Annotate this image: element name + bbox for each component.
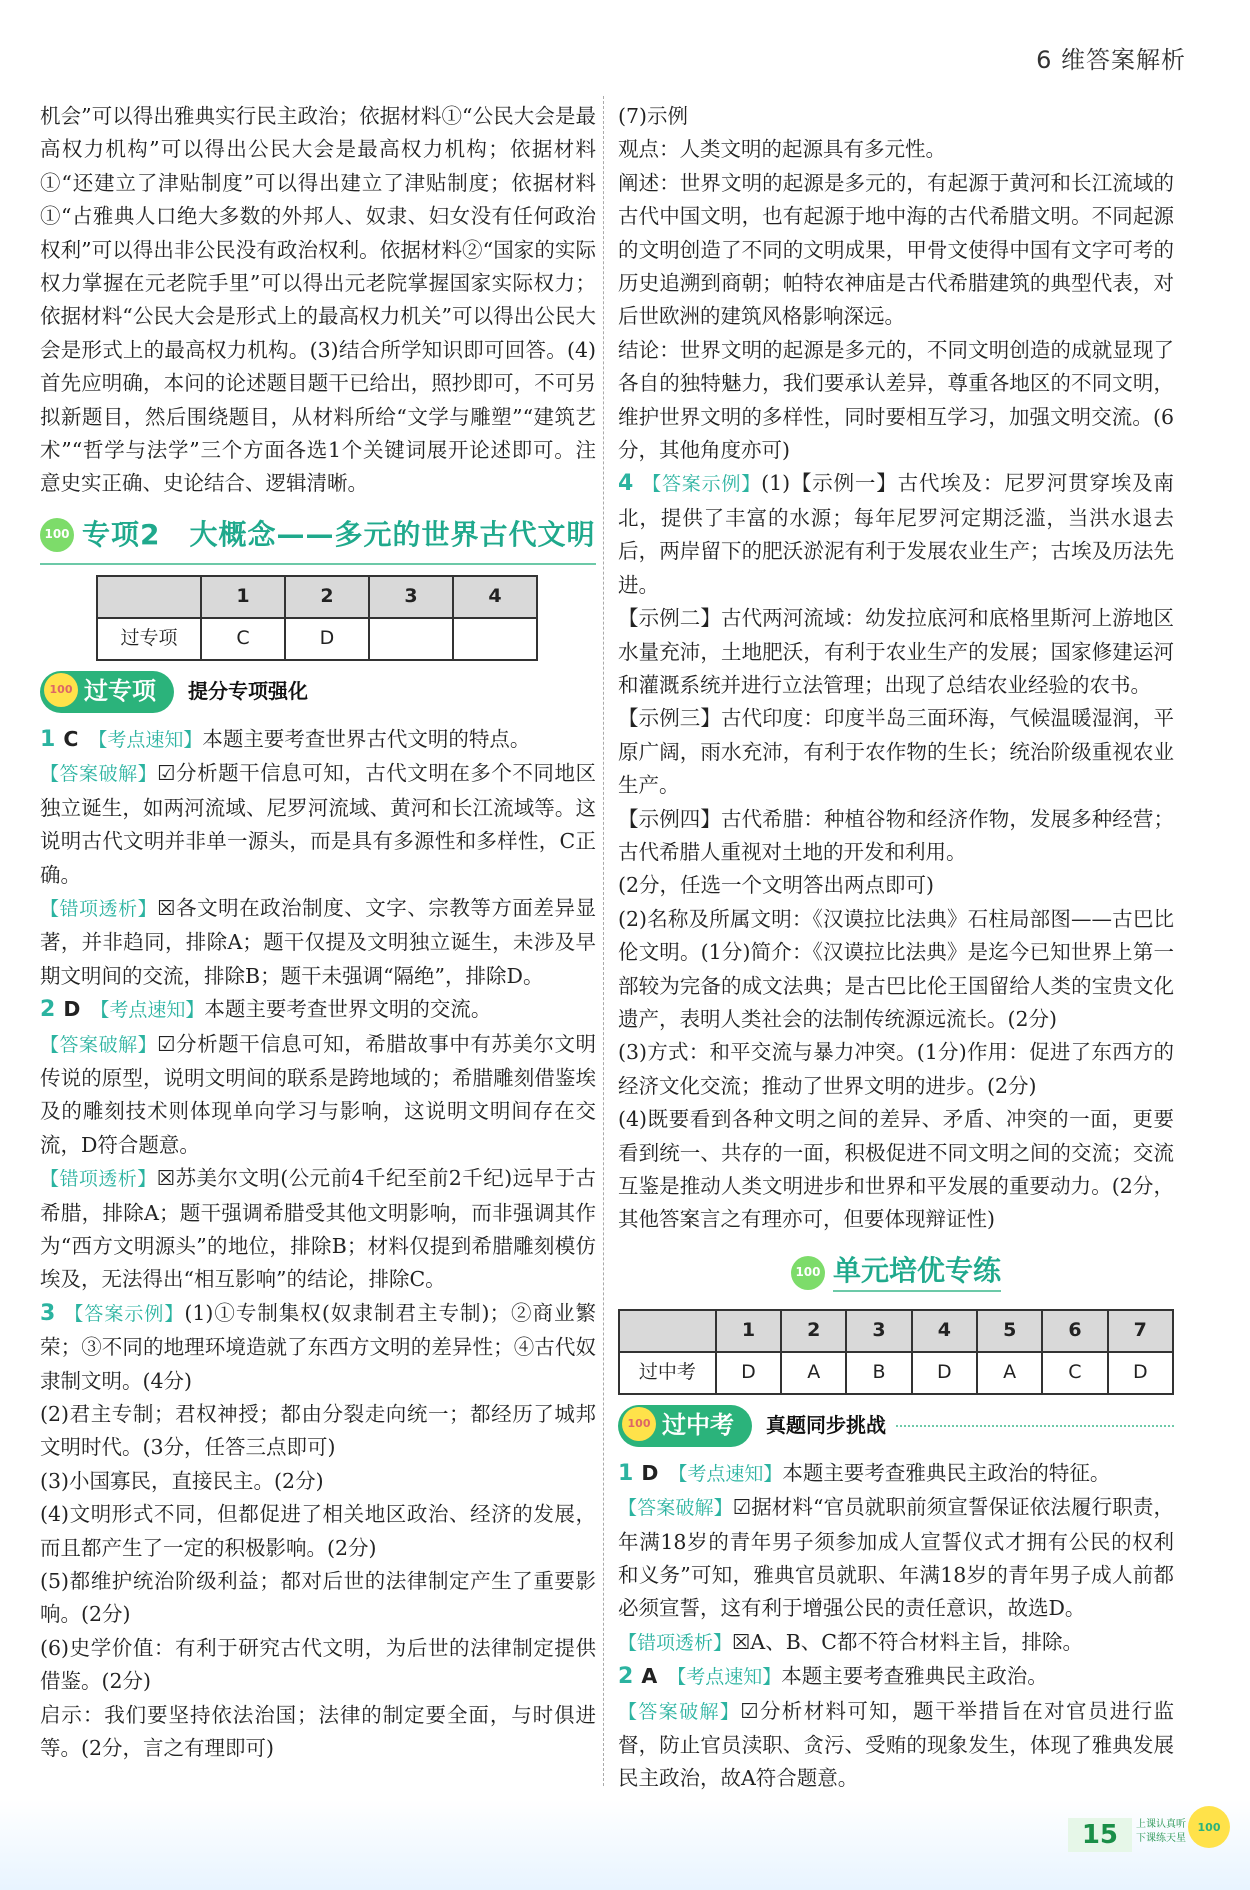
answer-table-1 (96, 575, 538, 661)
question-answer: D (641, 1460, 659, 1485)
analysis-text: ☒各文明在政治制度、文字、宗教等方面差异显著，并非趋同，排除A；题干仅提及文明独立诞生，未涉及早期文明间的交流，排除B；题干未强调“隔绝”，排除D。 (40, 895, 596, 988)
question-answer: A (641, 1664, 658, 1689)
tag-label: 【答案破解】 (40, 763, 158, 786)
table-cell: C (201, 618, 285, 660)
table-header-cell: 2 (781, 1310, 846, 1352)
right-column (618, 100, 1174, 1796)
answer-text: 【示例四】古代希腊：种植谷物和经济作物，发展多种经营；古代希腊人重视对土地的开发和利用。 (618, 806, 1174, 864)
analysis-text: ☑分析题干信息可知，希腊故事中有苏美尔文明传说的原型，说明文明间的联系是跨地域的；希腊雕刻借鉴埃及的雕刻技术则体现单向学习与影响，这说明文明间存在交流，D符合题意。 (40, 1031, 596, 1157)
tag-label: 【错项透析】 (618, 1631, 733, 1654)
tag-label: 【答案示例】 (641, 473, 762, 496)
tag-label: 【错项透析】 (40, 897, 158, 920)
answer-text: (1)①专制集权(奴隶制君主专制)；②商业繁荣；③不同的地理环境造就了东西方文明的差异性；④古代奴隶制文明。(4分) (40, 1300, 596, 1393)
table-cell: B (846, 1352, 911, 1394)
table-header-cell: 6 (1042, 1310, 1107, 1352)
table-header-cell: 7 (1108, 1310, 1173, 1352)
subsection-pill-label: 过专项 (84, 677, 156, 706)
question-2 (40, 993, 596, 1027)
tag-label: 【考点速知】 (668, 1462, 783, 1485)
question-number: 1 (40, 726, 56, 752)
answer-text: 阐述：世界文明的起源是多元的，有起源于黄河和长江流域的古代中国文明，也有起源于地中海的古代希腊文明。不同起源的文明创造了不同的文明成果，甲骨文使得中国有文字可考的历史追溯到商朝；帕特农神庙是古代希腊建筑的典型代表，对后世欧洲的建筑风格影响深远。 (618, 170, 1174, 329)
subsection-pill-label: 过中考 (662, 1411, 734, 1440)
section-header-2 (618, 1245, 1174, 1301)
table-header-cell: 5 (977, 1310, 1042, 1352)
analysis-text: ☑分析题干信息可知，古代文明在多个不同地区独立诞生，如两河流域、尼罗河流域、黄河和长江流域等。这说明古代文明并非单一源头，而是具有多源性和多样性，C正确。 (40, 761, 596, 887)
table-cell: A (977, 1352, 1042, 1394)
subsection-subtitle: 提分专项强化 (188, 679, 308, 704)
table-header-cell: 2 (285, 576, 369, 618)
mascot-icon: 100 (1188, 1806, 1230, 1848)
answer-text: (4)既要看到各种文明之间的差异、矛盾、冲突的一面，更要看到统一、共存的一面，积极促进不同文明之间的交流；交流互鉴是推动人类文明进步和世界和平发展的重要动力。(2分，其他答案言之有理亦可，但要体现辩证性) (618, 1107, 1174, 1232)
wrong-option-analysis (40, 1162, 596, 1297)
subsection-subtitle: 真题同步挑战 (766, 1413, 886, 1438)
answer-text: (1)【示例一】古代埃及：尼罗河贯穿埃及南北，提供了丰富的水源；每年尼罗河定期泛滥，当洪水退去后，两岸留下的肥沃淤泥有利于发展农业生产；古埃及历法先进。 (618, 471, 1174, 597)
tag-label: 【考点速知】 (88, 728, 203, 751)
dotted-rule (896, 1425, 1174, 1427)
section-title: 单元培优专练 (833, 1254, 1001, 1291)
table-cell: D (716, 1352, 781, 1394)
analysis-text: ☒A、B、C都不符合材料主旨，排除。 (732, 1629, 1083, 1654)
tag-label: 【考点速知】 (90, 999, 205, 1022)
tag-label: 【答案破解】 (618, 1700, 741, 1723)
badge-icon: 100 (791, 1256, 825, 1290)
analysis-text: ☑分析材料可知，题干举措旨在对官员进行监督，防止官员渎职、贪污、受贿的现象发生，体现了雅典发展民主政治，故A符合题意。 (618, 1698, 1174, 1791)
answer-text: (6)史学价值：有利于研究古代文明，为后世的法律制定提供借鉴。(2分) (40, 1635, 596, 1694)
table-header-cell: 1 (201, 576, 285, 618)
question-number: 2 (618, 1664, 634, 1690)
analysis-text: ☑据材料“官员就职前须宣誓保证依法履行职责，年满18岁的青年男子须参加成人宣誓仪式才拥有公民的权利和义务”可知，雅典官员就职、年满18岁的青年男子成人前都必须宣誓，这有利于增强公民的责任意识，故选D。 (618, 1495, 1174, 1621)
intro-paragraph: 机会”可以得出雅典实行民主政治；依据材料①“公民大会是最高权力机构”可以得出公民大会是最高权力机构；依据材料①“还建立了津贴制度”可以得出建立了津贴制度；依据材料①“占雅典人口绝大多数的外邦人、奴隶、妇女没有任何政治权利”可以得出非公民没有政治权利。依据材料②“国家的实际权力掌握在元老院手里”可以得出元老院掌握国家实际权力；依据材料“公民大会是形式上的最高权力机关”可以得出公民大会是形式上的最高权力机构。(3)结合所学知识即可回答。(4)首先应明确，本问的论述题目题干已给出，照抄即可，不可另拟新题目，然后围绕题目，从材料所给“文学与雕塑”“建筑艺术”“哲学与法学”三个方面各选1个关键词展开论述即可。注意史实正确、史论结合、逻辑清晰。 (40, 104, 596, 496)
tag-label: 【考点速知】 (667, 1666, 782, 1689)
answer-text: 【示例二】古代两河流域：幼发拉底河和底格里斯河上游地区水量充沛，土地肥沃，有利于农业生产的发展；国家修建运河和灌溉系统并进行立法管理；出现了总结农业经验的农书。 (618, 606, 1174, 697)
answer-analysis (618, 1695, 1174, 1796)
footer-slogan (1136, 1818, 1186, 1846)
answer-text: (2)君主专制；君权神授；都由分裂走向统一；都经历了城邦文明时代。(3分，任答三点即可) (40, 1402, 596, 1460)
wrong-option-analysis (618, 1626, 1174, 1660)
subsection-bar (40, 669, 596, 715)
exam-question-1 (618, 1457, 1174, 1491)
answer-text: 启示：我们要坚持依法治国；法律的制定要全面，与时俱进等。(2分，言之有理即可) (40, 1702, 596, 1761)
point-text: 本题主要考查雅典民主政治。 (781, 1664, 1048, 1689)
table-header-cell (619, 1310, 716, 1352)
analysis-text: ☒苏美尔文明(公元前4千纪至前2千纪)远早于古希腊，排除A；题干强调希腊受其他文明影响，而非强调其作为“西方文明源头”的地位，排除B；材料仅提到希腊雕刻模仿埃及，无法得出“相互影响”的结论，排除C。 (40, 1166, 596, 1292)
answer-text: (2)名称及所属文明：《汉谟拉比法典》石柱局部图——古巴比伦文明。(1分)简介：《汉谟拉比法典》是迄今已知世界上第一部较为完备的成文法典；是古巴比伦王国留给人类的宝贵文化遗产，表明人类社会的法制传统源远流长。(2分) (618, 906, 1174, 1031)
question-number: 3 (40, 1300, 56, 1326)
question-1 (40, 723, 596, 757)
subsection-pill (618, 1405, 752, 1446)
point-text: 本题主要考查雅典民主政治的特征。 (782, 1460, 1111, 1485)
point-text: 本题主要考查世界文明的交流。 (204, 997, 492, 1022)
answer-text: 结论：世界文明的起源是多元的，不同文明创造的成就显现了各自的独特魅力，我们要承认差异，尊重各地区的不同文明，维护世界文明的多样性，同时要相互学习，加强文明交流。(6分，其他角度亦可) (618, 337, 1174, 463)
question-number: 2 (40, 997, 56, 1023)
footer-band (0, 1800, 1250, 1890)
table-row-label: 过中考 (619, 1352, 716, 1394)
answer-text: (3)小国寡民，直接民主。(2分) (40, 1468, 324, 1493)
table-cell: D (1108, 1352, 1173, 1394)
question-number: 1 (618, 1460, 634, 1486)
subsection-pill (40, 671, 174, 712)
question-3 (40, 1297, 596, 1398)
question-number: 4 (618, 471, 634, 497)
answer-text: (4)文明形式不同，但都促进了相关地区政治、经济的发展，而且都产生了一定的积极影响。(2分) (40, 1502, 596, 1560)
answer-text: (7)示例 (618, 104, 689, 128)
tag-label: 【错项透析】 (40, 1168, 157, 1191)
slogan-line: 下课练天星 (1136, 1833, 1186, 1844)
table-header-cell: 4 (453, 576, 537, 618)
column-divider (603, 96, 605, 1786)
answer-analysis (40, 757, 596, 892)
answer-analysis (618, 1491, 1174, 1626)
badge-icon: 100 (40, 518, 74, 552)
question-answer: C (63, 726, 79, 751)
header-title: 6 维答案解析 (1036, 46, 1186, 74)
table-header-cell: 3 (846, 1310, 911, 1352)
left-column (40, 100, 596, 1765)
section-header (40, 507, 596, 565)
table-cell: A (781, 1352, 846, 1394)
table-cell (369, 618, 453, 660)
exam-question-2 (618, 1660, 1174, 1694)
wrong-option-analysis (40, 892, 596, 993)
table-header-cell (97, 576, 201, 618)
slogan-line: 上课认真听 (1136, 1819, 1186, 1830)
tag-label: 【答案破解】 (40, 1033, 158, 1056)
table-cell: D (285, 618, 369, 660)
answer-analysis (40, 1028, 596, 1163)
section-title: 专项2 大概念——多元的世界古代文明 (82, 518, 596, 552)
answer-text: 【示例三】古代印度：印度半岛三面环海，气候温暖湿润，平原广阔，雨水充沛，有利于农作物的生长；统治阶级重视农业生产。 (618, 706, 1174, 798)
tag-label: 【答案破解】 (618, 1497, 733, 1520)
question-answer: D (63, 997, 81, 1022)
table-cell (453, 618, 537, 660)
table-header-cell: 4 (912, 1310, 977, 1352)
table-header-cell: 3 (369, 576, 453, 618)
table-header-cell: 1 (716, 1310, 781, 1352)
tag-label: 【答案示例】 (63, 1302, 185, 1325)
answer-table-2 (618, 1309, 1174, 1395)
table-cell: D (912, 1352, 977, 1394)
answer-text: (3)方式：和平交流与暴力冲突。(1分)作用：促进了东西方的经济文化交流；推动了世界文明的进步。(2分) (618, 1040, 1174, 1098)
subsection-bar-2 (618, 1403, 1174, 1449)
table-cell: C (1042, 1352, 1107, 1394)
answer-text: (2分，任选一个文明答出两点即可) (618, 873, 935, 898)
table-row-label: 过专项 (97, 618, 201, 660)
page-number: 15 (1068, 1818, 1132, 1852)
point-text: 本题主要考查世界古代文明的特点。 (202, 726, 531, 751)
mascot-icon: 100 (622, 1407, 656, 1441)
question-4 (618, 467, 1174, 602)
mascot-icon: 100 (44, 673, 78, 707)
answer-text: 观点：人类文明的起源具有多元性。 (618, 137, 946, 162)
answer-text: (5)都维护统治阶级利益；都对后世的法律制定产生了重要影响。(2分) (40, 1569, 596, 1627)
